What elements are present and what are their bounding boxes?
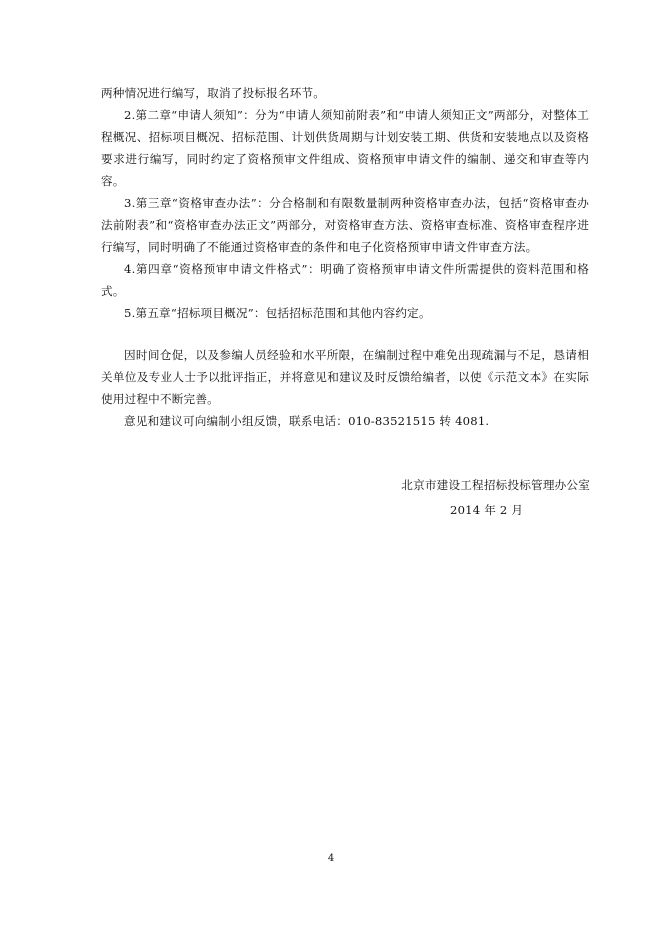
paragraph-acknowledgement: 因时间仓促，以及参编人员经验和水平所限，在编制过程中难免出现疏漏与不足，恳请相关单位及专业人士予以批评指正，并将意见和建议及时反馈给编者，以使《示范文本》在实际使用过程中不断完善。 bbox=[101, 348, 589, 406]
paragraph-chapter-2: 2.第二章“申请人须知”：分为“申请人须知前附表”和“申请人须知正文”两部分，对整体工程概况、招标项目概况、招标范围、计划供货周期与计划安装工期、供货和安装地点以及资格要求进行编写，同时约定了资格预审文件组成、资格预审申请文件的编制、递交和审查等内容。 bbox=[101, 108, 589, 188]
body-section-closing bbox=[101, 344, 589, 432]
signature-organization: 北京市建设工程招标投标管理办公室 bbox=[401, 478, 590, 492]
paragraph-chapter-5: 5.第五章“招标项目概况”：包括招标范围和其他内容约定。 bbox=[124, 306, 431, 320]
signature-date: 2014 年 2 月 bbox=[450, 503, 524, 517]
paragraph-contact: 意见和建议可向编制小组反馈，联系电话：010-83521515 转 4081. bbox=[124, 414, 490, 428]
paragraph-chapter-3: 3.第三章“资格审查办法”：分合格制和有限数量制两种资格审查办法，包括“资格审查办法前附表”和“资格审查办法正文”两部分，对资格审查方法、资格审查标准、资格审查程序进行编写，同时明确了不能通过资格审查的条件和电子化资格预审申请文件审查方法。 bbox=[101, 196, 589, 254]
body-section-chapters bbox=[101, 82, 589, 324]
paragraph-continuation: 两种情况进行编写，取消了投标报名环节。 bbox=[101, 86, 326, 100]
paragraph-chapter-4: 4.第四章“资格预审申请文件格式”：明确了资格预审申请文件所需提供的资料范围和格式。 bbox=[101, 262, 589, 298]
page-number: 4 bbox=[327, 853, 335, 864]
